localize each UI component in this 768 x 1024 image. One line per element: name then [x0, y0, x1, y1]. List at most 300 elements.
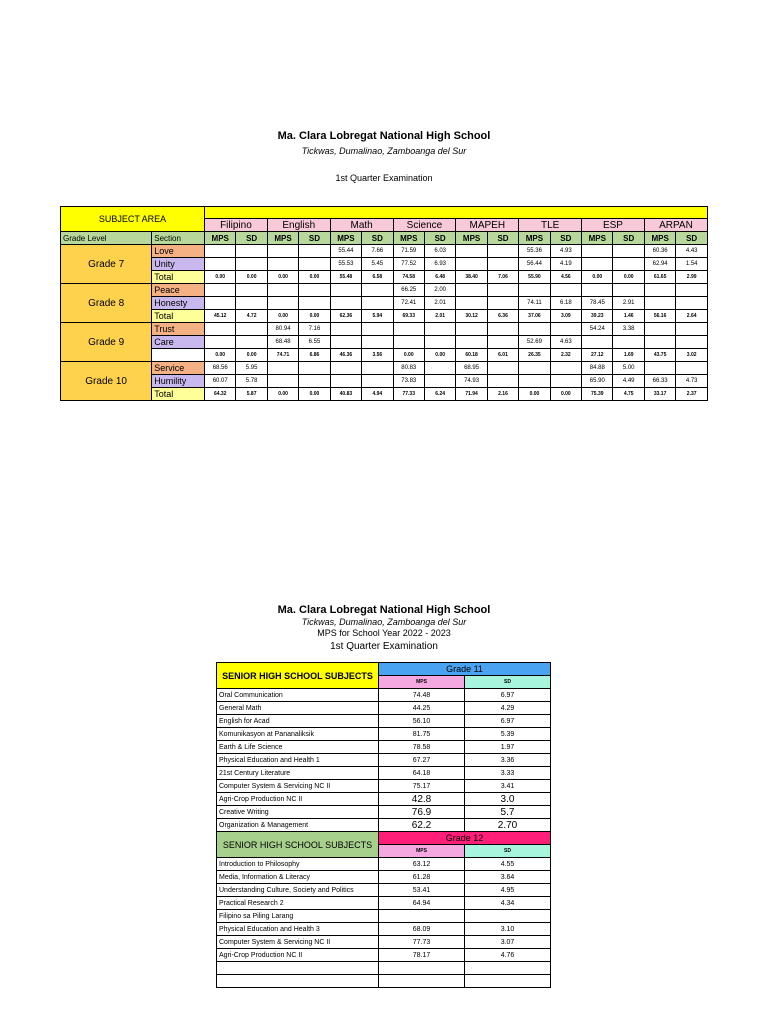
mps-cell: 44.25: [379, 702, 465, 715]
value-cell: 0.00: [299, 310, 330, 323]
value-cell: 72.41: [393, 297, 424, 310]
table-row: [61, 284, 708, 297]
mps-header: MPS: [205, 232, 236, 245]
subject-area-label: SUBJECT AREA: [61, 207, 205, 232]
value-cell: 38.40: [456, 271, 487, 284]
sd-header: SD: [550, 232, 581, 245]
value-cell: 65.90: [582, 375, 613, 388]
grade-cell: Grade 10: [61, 362, 152, 401]
value-cell: [456, 297, 487, 310]
value-cell: 56.16: [644, 310, 675, 323]
value-cell: 4.19: [550, 258, 581, 271]
value-cell: 0.00: [267, 310, 298, 323]
table-row: [217, 871, 551, 884]
value-cell: 0.00: [519, 388, 550, 401]
value-cell: 1.54: [676, 258, 708, 271]
value-cell: [487, 375, 518, 388]
value-cell: 56.44: [519, 258, 550, 271]
value-cell: [644, 297, 675, 310]
subject-header: Science: [393, 219, 456, 232]
value-cell: 73.83: [393, 375, 424, 388]
value-cell: [236, 336, 267, 349]
mps-cell: 68.09: [379, 923, 465, 936]
grade-cell: Grade 7: [61, 245, 152, 284]
value-cell: [550, 323, 581, 336]
value-cell: [676, 297, 708, 310]
sd-header: SD: [465, 676, 551, 689]
value-cell: [205, 297, 236, 310]
table-row: [61, 310, 708, 323]
sd-header: SD: [465, 845, 551, 858]
value-cell: 60.18: [456, 349, 487, 362]
school-title-1: Ma. Clara Lobregat National High School: [277, 130, 491, 142]
grade-level-label: Grade Level: [61, 232, 152, 245]
table-row: [217, 897, 551, 910]
subject-cell: [217, 975, 379, 988]
mps-cell: 61.28: [379, 871, 465, 884]
value-cell: [456, 258, 487, 271]
value-cell: [582, 284, 613, 297]
shs-subjects-label: SENIOR HIGH SCHOOL SUBJECTS: [217, 832, 379, 858]
value-cell: [676, 362, 708, 375]
subject-header: English: [267, 219, 330, 232]
shs-mps-table: [216, 662, 550, 988]
value-cell: 2.91: [613, 297, 644, 310]
value-cell: 3.09: [550, 310, 581, 323]
sd-header: SD: [487, 232, 518, 245]
value-cell: 4.75: [613, 388, 644, 401]
jhs-mps-table: [60, 206, 708, 412]
value-cell: 0.00: [393, 349, 424, 362]
sd-cell: [465, 975, 551, 988]
grade12-label: Grade 12: [379, 832, 551, 845]
value-cell: [330, 284, 361, 297]
value-cell: [330, 323, 361, 336]
value-cell: 1.46: [613, 310, 644, 323]
value-cell: [424, 323, 455, 336]
school-year: MPS for School Year 2022 - 2023: [317, 628, 451, 638]
value-cell: 0.00: [205, 271, 236, 284]
value-cell: 68.56: [205, 362, 236, 375]
value-cell: 75.39: [582, 388, 613, 401]
value-cell: [362, 297, 393, 310]
sd-cell: 3.33: [465, 767, 551, 780]
mps-header: MPS: [330, 232, 361, 245]
section-cell: Service: [152, 362, 205, 375]
value-cell: [330, 336, 361, 349]
mps-header: MPS: [267, 232, 298, 245]
subject-cell: Physical Education and Health 3: [217, 923, 379, 936]
value-cell: 5.87: [236, 388, 267, 401]
value-cell: 37.06: [519, 310, 550, 323]
grade12-header-row: [217, 832, 551, 845]
table-row: [61, 297, 708, 310]
value-cell: 6.24: [424, 388, 455, 401]
mps-header: MPS: [644, 232, 675, 245]
value-cell: [362, 284, 393, 297]
value-cell: [519, 323, 550, 336]
section-cell: [152, 349, 205, 362]
table-row: [217, 793, 551, 806]
sd-header: SD: [362, 232, 393, 245]
subject-cell: Understanding Culture, Society and Politics: [217, 884, 379, 897]
value-cell: 80.94: [267, 323, 298, 336]
sd-header: SD: [236, 232, 267, 245]
value-cell: [487, 336, 518, 349]
value-cell: 0.00: [236, 271, 267, 284]
value-cell: [644, 323, 675, 336]
value-cell: [267, 375, 298, 388]
mps-cell: 67.27: [379, 754, 465, 767]
grade-level-row: [61, 232, 708, 245]
mps-cell: 56.10: [379, 715, 465, 728]
mps-header: MPS: [456, 232, 487, 245]
value-cell: [676, 323, 708, 336]
value-cell: [487, 245, 518, 258]
grade11-label: Grade 11: [379, 663, 551, 676]
subject-cell: English for Acad: [217, 715, 379, 728]
value-cell: [205, 258, 236, 271]
value-cell: 4.56: [550, 271, 581, 284]
sd-header: SD: [299, 232, 330, 245]
school-address-2: Tickwas, Dumalinao, Zamboanga del Sur: [301, 617, 467, 627]
subject-header: ESP: [582, 219, 645, 232]
value-cell: [613, 245, 644, 258]
value-cell: [456, 284, 487, 297]
value-cell: 55.90: [519, 271, 550, 284]
table-row: [61, 388, 708, 401]
value-cell: 4.94: [362, 388, 393, 401]
sd-cell: 3.36: [465, 754, 551, 767]
value-cell: 3.38: [613, 323, 644, 336]
table-row: [217, 689, 551, 702]
section-cell: Total: [152, 271, 205, 284]
value-cell: [236, 323, 267, 336]
value-cell: [519, 284, 550, 297]
value-cell: 2.32: [550, 349, 581, 362]
value-cell: 74.93: [456, 375, 487, 388]
value-cell: [487, 323, 518, 336]
value-cell: 0.00: [299, 271, 330, 284]
section-cell: Honesty: [152, 297, 205, 310]
value-cell: [267, 297, 298, 310]
value-cell: 74.71: [267, 349, 298, 362]
value-cell: 77.52: [393, 258, 424, 271]
value-cell: [330, 362, 361, 375]
value-cell: 33.17: [644, 388, 675, 401]
header-band: [205, 207, 708, 219]
value-cell: 66.33: [644, 375, 675, 388]
value-cell: 6.93: [424, 258, 455, 271]
value-cell: 0.00: [267, 388, 298, 401]
subject-cell: Oral Communication: [217, 689, 379, 702]
mps-cell: 77.73: [379, 936, 465, 949]
value-cell: [424, 362, 455, 375]
section-cell: Total: [152, 388, 205, 401]
value-cell: [550, 284, 581, 297]
sd-cell: 4.76: [465, 949, 551, 962]
subject-cell: 21st Century Literature: [217, 767, 379, 780]
value-cell: 68.48: [267, 336, 298, 349]
value-cell: 6.48: [424, 271, 455, 284]
table-row: [217, 741, 551, 754]
value-cell: [582, 245, 613, 258]
value-cell: 5.94: [362, 310, 393, 323]
value-cell: 2.99: [676, 271, 708, 284]
value-cell: [299, 362, 330, 375]
mps-cell: [379, 975, 465, 988]
value-cell: [550, 362, 581, 375]
value-cell: 62.94: [644, 258, 675, 271]
value-cell: [236, 258, 267, 271]
value-cell: [456, 323, 487, 336]
sd-cell: 3.10: [465, 923, 551, 936]
shs-subjects-label: SENIOR HIGH SCHOOL SUBJECTS: [217, 663, 379, 689]
table-row: [61, 336, 708, 349]
subject-cell: Media, Information & Literacy: [217, 871, 379, 884]
value-cell: [424, 375, 455, 388]
value-cell: 6.36: [487, 310, 518, 323]
value-cell: [236, 284, 267, 297]
value-cell: 74.58: [393, 271, 424, 284]
value-cell: [362, 375, 393, 388]
value-cell: 7.16: [299, 323, 330, 336]
value-cell: [362, 336, 393, 349]
value-cell: 60.36: [644, 245, 675, 258]
sd-cell: 3.07: [465, 936, 551, 949]
mps-cell: [379, 910, 465, 923]
value-cell: 4.49: [613, 375, 644, 388]
subject-cell: Organization & Management: [217, 819, 379, 832]
value-cell: 64.32: [205, 388, 236, 401]
value-cell: 6.01: [487, 349, 518, 362]
subject-cell: Filipino sa Piling Larang: [217, 910, 379, 923]
mps-cell: 75.17: [379, 780, 465, 793]
value-cell: [267, 258, 298, 271]
value-cell: 0.00: [236, 349, 267, 362]
value-cell: [267, 362, 298, 375]
school-address-1: Tickwas, Dumalinao, Zamboanga del Sur: [301, 146, 467, 156]
value-cell: 5.78: [236, 375, 267, 388]
section-cell: Love: [152, 245, 205, 258]
value-cell: 4.43: [676, 245, 708, 258]
value-cell: 84.88: [582, 362, 613, 375]
sd-header: SD: [676, 232, 708, 245]
sd-cell: 4.29: [465, 702, 551, 715]
value-cell: [456, 336, 487, 349]
value-cell: 2.00: [424, 284, 455, 297]
value-cell: 0.00: [582, 271, 613, 284]
subject-header: TLE: [519, 219, 582, 232]
subject-cell: Computer System & Servicing NC II: [217, 936, 379, 949]
table-row: [217, 780, 551, 793]
subject-cell: Creative Writing: [217, 806, 379, 819]
table-row: [61, 375, 708, 388]
value-cell: 80.83: [393, 362, 424, 375]
mps-header: MPS: [379, 845, 465, 858]
mps-cell: 64.18: [379, 767, 465, 780]
table-row: [217, 910, 551, 923]
mps-header: MPS: [379, 676, 465, 689]
value-cell: 0.00: [267, 271, 298, 284]
value-cell: [205, 336, 236, 349]
value-cell: [487, 362, 518, 375]
table-row: [217, 819, 551, 832]
value-cell: [299, 297, 330, 310]
subject-cell: Earth & Life Science: [217, 741, 379, 754]
sd-cell: [465, 962, 551, 975]
subject-cell: Komunikasyon at Pananaliksik: [217, 728, 379, 741]
value-cell: 2.01: [424, 297, 455, 310]
sd-header: SD: [424, 232, 455, 245]
value-cell: [236, 245, 267, 258]
grade11-header-row: [217, 663, 551, 676]
subject-cell: Physical Education and Health 1: [217, 754, 379, 767]
table-row: [217, 936, 551, 949]
value-cell: 0.00: [613, 271, 644, 284]
value-cell: 7.06: [487, 271, 518, 284]
value-cell: [550, 375, 581, 388]
value-cell: 6.86: [299, 349, 330, 362]
value-cell: [487, 297, 518, 310]
section-label: Section: [152, 232, 205, 245]
value-cell: 6.03: [424, 245, 455, 258]
value-cell: [613, 258, 644, 271]
value-cell: 0.00: [550, 388, 581, 401]
value-cell: 55.48: [330, 271, 361, 284]
value-cell: 6.58: [362, 271, 393, 284]
table-row: [61, 271, 708, 284]
sd-cell: 2.70: [465, 819, 551, 832]
value-cell: [267, 245, 298, 258]
value-cell: [299, 284, 330, 297]
value-cell: [299, 245, 330, 258]
value-cell: [519, 375, 550, 388]
value-cell: [205, 245, 236, 258]
mps-cell: 81.75: [379, 728, 465, 741]
value-cell: [267, 284, 298, 297]
mps-cell: 63.12: [379, 858, 465, 871]
value-cell: [487, 258, 518, 271]
value-cell: 27.12: [582, 349, 613, 362]
value-cell: 0.00: [299, 388, 330, 401]
value-cell: 6.55: [299, 336, 330, 349]
section-cell: Trust: [152, 323, 205, 336]
table-row: [217, 702, 551, 715]
subject-cell: [217, 962, 379, 975]
value-cell: 2.16: [487, 388, 518, 401]
sd-cell: 4.34: [465, 897, 551, 910]
value-cell: [362, 362, 393, 375]
table-row: [217, 884, 551, 897]
value-cell: [644, 336, 675, 349]
value-cell: 26.35: [519, 349, 550, 362]
value-cell: 2.37: [676, 388, 708, 401]
mps-cell: 64.94: [379, 897, 465, 910]
section-cell: Unity: [152, 258, 205, 271]
mps-cell: 74.48: [379, 689, 465, 702]
section-cell: Humility: [152, 375, 205, 388]
value-cell: [519, 362, 550, 375]
grade-cell: Grade 8: [61, 284, 152, 323]
value-cell: [424, 336, 455, 349]
section-cell: Total: [152, 310, 205, 323]
value-cell: 46.36: [330, 349, 361, 362]
value-cell: [613, 336, 644, 349]
value-cell: [393, 336, 424, 349]
header-row-1: [61, 207, 708, 219]
value-cell: 61.65: [644, 271, 675, 284]
value-cell: 39.23: [582, 310, 613, 323]
value-cell: 71.59: [393, 245, 424, 258]
table-row: [217, 923, 551, 936]
table-row: [61, 323, 708, 336]
mps-cell: 78.17: [379, 949, 465, 962]
subject-cell: Practical Research 2: [217, 897, 379, 910]
value-cell: 71.94: [456, 388, 487, 401]
mps-header: MPS: [582, 232, 613, 245]
value-cell: 4.93: [550, 245, 581, 258]
school-title-2: Ma. Clara Lobregat National High School: [277, 604, 491, 616]
value-cell: [644, 362, 675, 375]
subject-header: ARPAN: [644, 219, 707, 232]
sd-cell: 1.97: [465, 741, 551, 754]
value-cell: [299, 258, 330, 271]
value-cell: [330, 297, 361, 310]
sd-cell: 5.39: [465, 728, 551, 741]
value-cell: [393, 323, 424, 336]
table-row: [217, 975, 551, 988]
value-cell: 5.00: [613, 362, 644, 375]
mps-cell: 53.41: [379, 884, 465, 897]
value-cell: [487, 284, 518, 297]
subject-cell: General Math: [217, 702, 379, 715]
table-row: [61, 245, 708, 258]
value-cell: [205, 284, 236, 297]
table-row: [217, 858, 551, 871]
table-row: [217, 754, 551, 767]
value-cell: 62.36: [330, 310, 361, 323]
value-cell: 5.95: [236, 362, 267, 375]
sd-cell: 4.95: [465, 884, 551, 897]
sd-cell: 3.64: [465, 871, 551, 884]
value-cell: 74.11: [519, 297, 550, 310]
value-cell: 4.73: [676, 375, 708, 388]
table-row: [217, 728, 551, 741]
value-cell: 4.63: [550, 336, 581, 349]
sd-cell: 5.7: [465, 806, 551, 819]
section-cell: Care: [152, 336, 205, 349]
value-cell: 78.45: [582, 297, 613, 310]
sd-cell: 4.55: [465, 858, 551, 871]
value-cell: [205, 323, 236, 336]
mps-cell: 76.9: [379, 806, 465, 819]
value-cell: 30.12: [456, 310, 487, 323]
value-cell: 55.44: [330, 245, 361, 258]
sd-cell: 6.97: [465, 689, 551, 702]
value-cell: 6.18: [550, 297, 581, 310]
value-cell: 66.25: [393, 284, 424, 297]
sd-cell: [465, 910, 551, 923]
subject-header: Math: [330, 219, 393, 232]
mps-header: MPS: [393, 232, 424, 245]
mps-cell: 78.58: [379, 741, 465, 754]
value-cell: 60.07: [205, 375, 236, 388]
table-row: [61, 349, 708, 362]
value-cell: 55.53: [330, 258, 361, 271]
value-cell: 55.36: [519, 245, 550, 258]
value-cell: [330, 375, 361, 388]
